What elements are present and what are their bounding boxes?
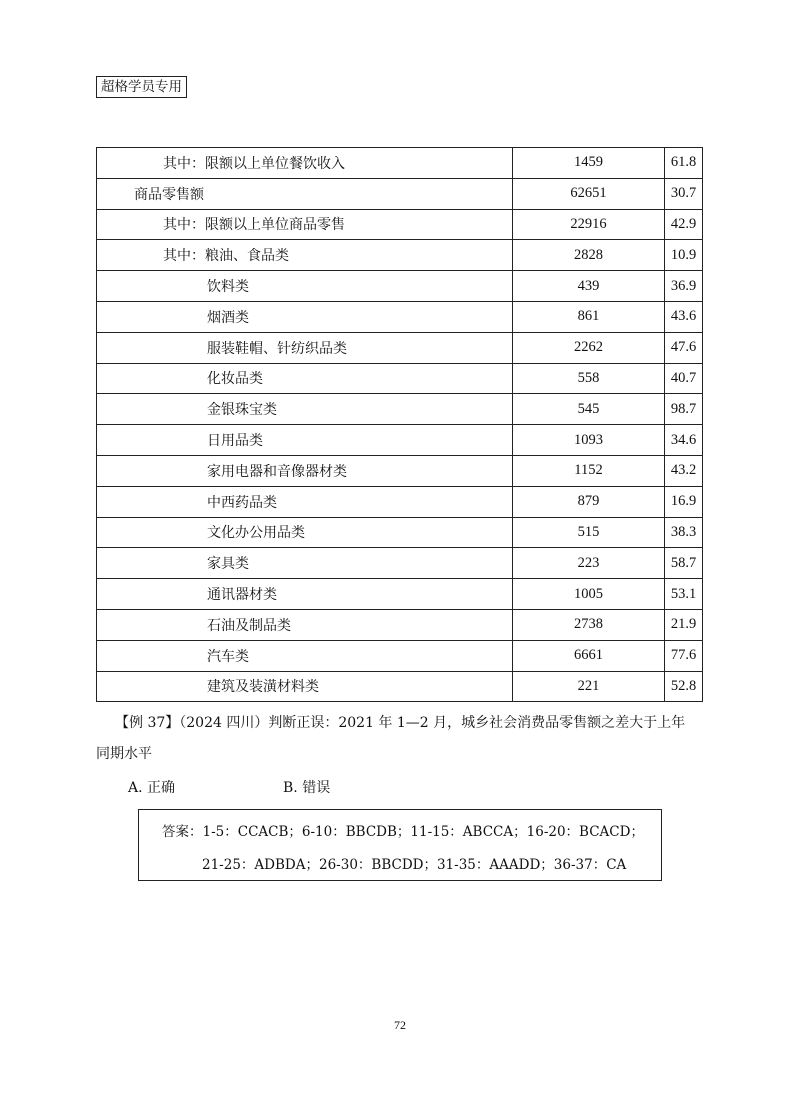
table-row bbox=[97, 271, 703, 302]
row-value: 545 bbox=[513, 394, 665, 425]
row-name: 中西药品类 bbox=[97, 486, 513, 517]
row-growth: 77.6 bbox=[665, 640, 703, 671]
answer-line-2: 21-25：ADBDA；26-30：BBCDD；31-35：AAADD；36-37：CA bbox=[202, 857, 627, 873]
table-row bbox=[97, 486, 703, 517]
row-name: 日用品类 bbox=[97, 425, 513, 456]
row-growth: 10.9 bbox=[665, 240, 703, 271]
table-row bbox=[97, 178, 703, 209]
table-row bbox=[97, 671, 703, 702]
row-growth: 21.9 bbox=[665, 609, 703, 640]
row-value: 2738 bbox=[513, 609, 665, 640]
table-row bbox=[97, 332, 703, 363]
row-value: 861 bbox=[513, 301, 665, 332]
table-row bbox=[97, 301, 703, 332]
table-row bbox=[97, 425, 703, 456]
row-growth: 40.7 bbox=[665, 363, 703, 394]
row-name: 其中：粮油、食品类 bbox=[97, 240, 513, 271]
table-row bbox=[97, 148, 703, 179]
row-value: 1093 bbox=[513, 425, 665, 456]
row-name: 烟酒类 bbox=[97, 301, 513, 332]
page-number: 72 bbox=[394, 1018, 406, 1032]
row-name: 汽车类 bbox=[97, 640, 513, 671]
row-growth: 34.6 bbox=[665, 425, 703, 456]
row-value: 2262 bbox=[513, 332, 665, 363]
row-value: 2828 bbox=[513, 240, 665, 271]
statistics-table bbox=[96, 147, 703, 702]
table-row bbox=[97, 640, 703, 671]
table-row bbox=[97, 517, 703, 548]
row-name: 化妆品类 bbox=[97, 363, 513, 394]
table-row bbox=[97, 579, 703, 610]
row-name: 商品零售额 bbox=[97, 178, 513, 209]
row-name: 通讯器材类 bbox=[97, 579, 513, 610]
table-row bbox=[97, 394, 703, 425]
table-row bbox=[97, 363, 703, 394]
row-growth: 52.8 bbox=[665, 671, 703, 702]
table-row bbox=[97, 240, 703, 271]
row-value: 558 bbox=[513, 363, 665, 394]
table-row bbox=[97, 209, 703, 240]
answer-line-1: 答案：1-5：CCACB；6-10：BBCDB；11-15：ABCCA；16-20：BCACD； bbox=[162, 824, 644, 840]
row-value: 515 bbox=[513, 517, 665, 548]
row-name: 其中：限额以上单位餐饮收入 bbox=[97, 148, 513, 179]
question-line-1: 【例 37】（2024 四川）判断正误：2021 年 1—2 月，城乡社会消费品零售额之差大于上年 bbox=[115, 715, 686, 731]
row-growth: 38.3 bbox=[665, 517, 703, 548]
row-value: 22916 bbox=[513, 209, 665, 240]
header-tag: 超格学员专用 bbox=[96, 76, 187, 98]
row-growth: 53.1 bbox=[665, 579, 703, 610]
row-value: 223 bbox=[513, 548, 665, 579]
row-value: 62651 bbox=[513, 178, 665, 209]
row-growth: 30.7 bbox=[665, 178, 703, 209]
row-name: 其中：限额以上单位商品零售 bbox=[97, 209, 513, 240]
row-name: 家用电器和音像器材类 bbox=[97, 455, 513, 486]
row-name: 金银珠宝类 bbox=[97, 394, 513, 425]
row-name: 石油及制品类 bbox=[97, 609, 513, 640]
row-growth: 43.2 bbox=[665, 455, 703, 486]
row-value: 6661 bbox=[513, 640, 665, 671]
question-line-2: 同期水平 bbox=[96, 746, 152, 762]
row-name: 文化办公用品类 bbox=[97, 517, 513, 548]
table-row bbox=[97, 548, 703, 579]
row-growth: 16.9 bbox=[665, 486, 703, 517]
row-growth: 42.9 bbox=[665, 209, 703, 240]
table-row bbox=[97, 609, 703, 640]
row-value: 221 bbox=[513, 671, 665, 702]
row-value: 1459 bbox=[513, 148, 665, 179]
row-value: 439 bbox=[513, 271, 665, 302]
row-value: 1005 bbox=[513, 579, 665, 610]
row-growth: 43.6 bbox=[665, 301, 703, 332]
row-growth: 98.7 bbox=[665, 394, 703, 425]
option-b: B. 错误 bbox=[283, 780, 331, 796]
row-name: 建筑及装潢材料类 bbox=[97, 671, 513, 702]
row-growth: 58.7 bbox=[665, 548, 703, 579]
row-value: 1152 bbox=[513, 455, 665, 486]
row-value: 879 bbox=[513, 486, 665, 517]
answer-box bbox=[138, 809, 662, 881]
table-row bbox=[97, 455, 703, 486]
row-growth: 36.9 bbox=[665, 271, 703, 302]
row-name: 服装鞋帽、针纺织品类 bbox=[97, 332, 513, 363]
row-name: 家具类 bbox=[97, 548, 513, 579]
row-growth: 61.8 bbox=[665, 148, 703, 179]
row-growth: 47.6 bbox=[665, 332, 703, 363]
option-a: A. 正确 bbox=[128, 780, 176, 796]
row-name: 饮料类 bbox=[97, 271, 513, 302]
